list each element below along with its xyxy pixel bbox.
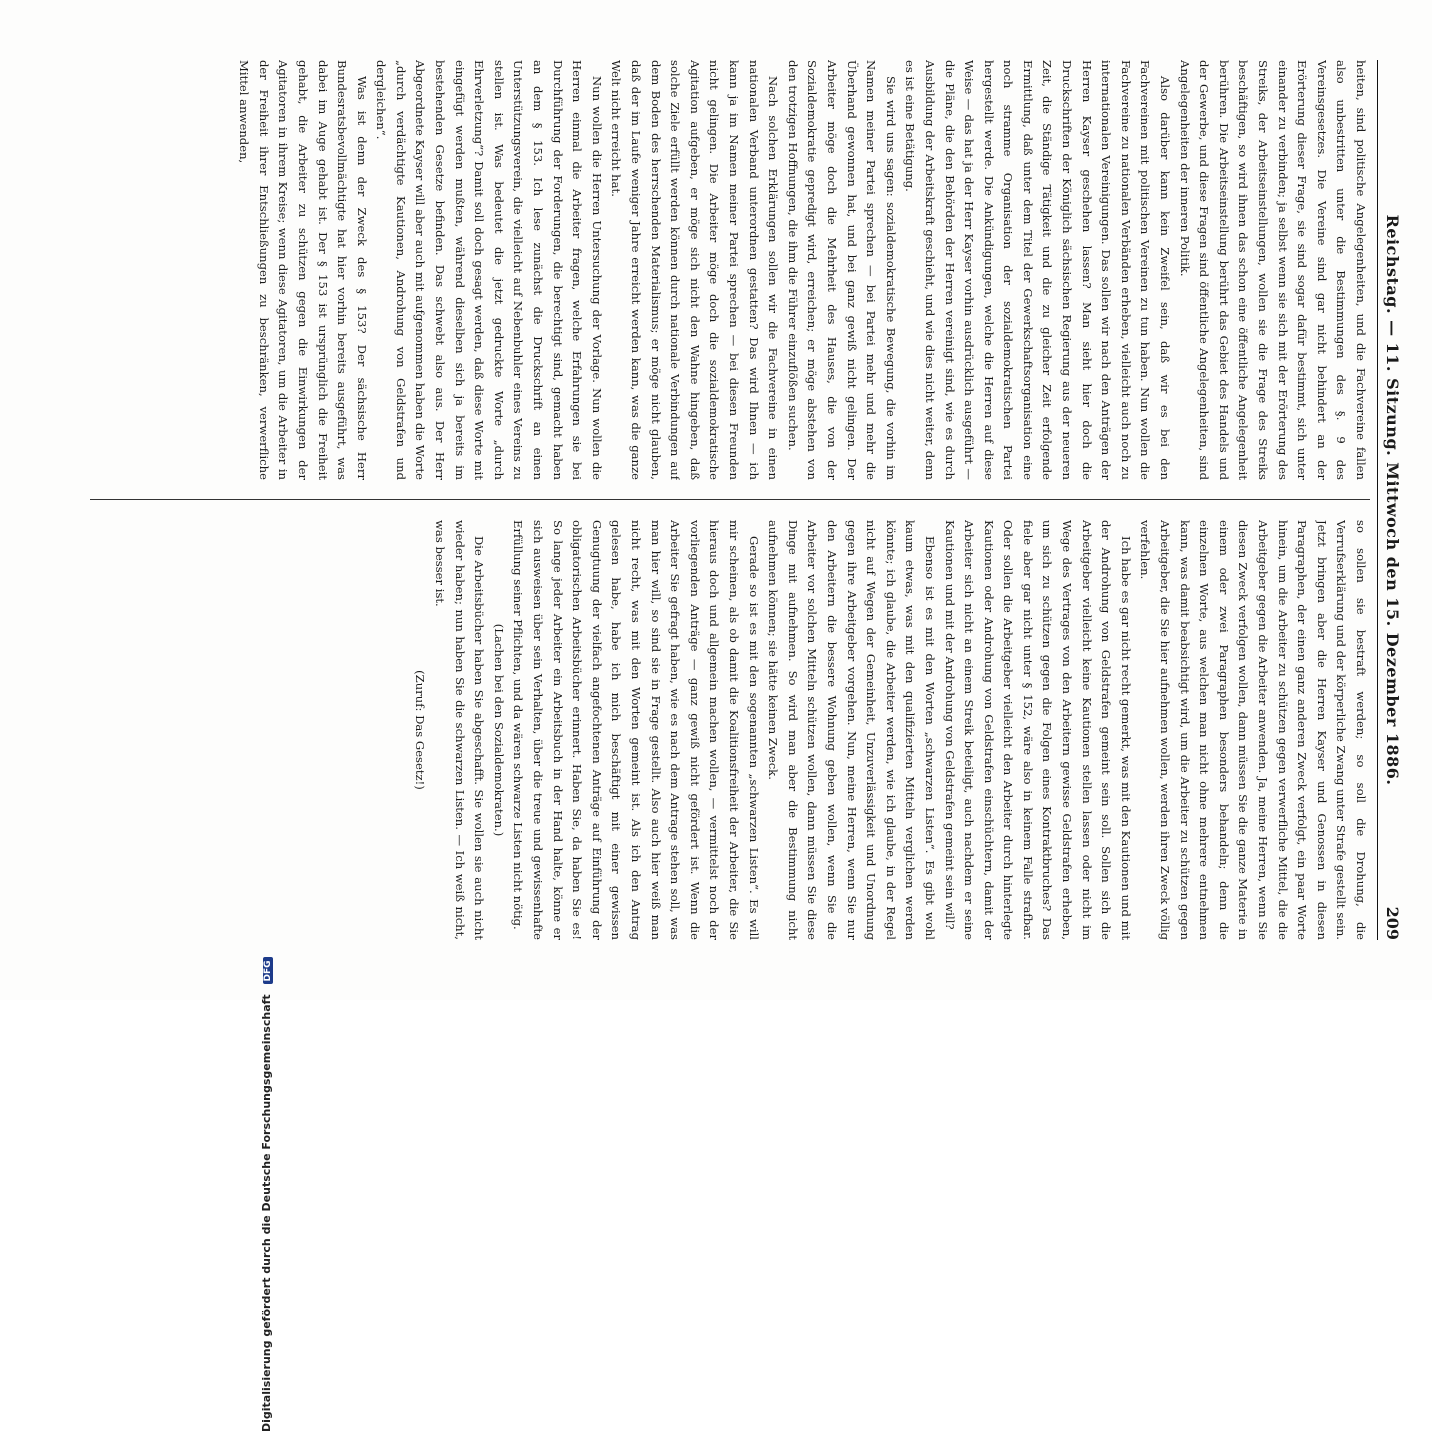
page-header bbox=[1377, 60, 1404, 940]
column-divider bbox=[90, 499, 1370, 500]
paragraph: Ebenso ist es mit den Worten „schwarzen Listen“. Es gibt wohl kaum etwas, was mit den qualifizierten Mitteln verglichen werden könnte; ich glaube, die Arbeiter werden, wie ich glaube, in der Regel nicht auf Wegen der Gemeinheit, Unzuverlässigkeit und Unordnung gegen ihre Arbeitgeber vorgehen. Nun, meine Herren, wenn Sie nur den Arbeitern die bessere Wohnung geben wollen, wenn Sie die Arbeiter vor solchen Mitteln schützen wollen, dann müssen Sie diese Dinge mit aufnehmen. So wird man aber die Bestimmung nicht aufnehmen können; sie hätte keinen Zweck. bbox=[766, 520, 937, 940]
running-head: Reichstag. — 11. Sitzung. Mittwoch den 15. Dezember 1886. bbox=[1383, 214, 1402, 786]
paragraph: (Lachen bei den Sozialdemokraten.) bbox=[491, 623, 506, 837]
paragraph: Nach solchen Erklärungen sollen wir die Fachvereine in einen nationalen Verband unterordnen gestatten? Das wird Ihnen — ich kann ja im Namen meiner Partei sprechen — bei diesen Freunden nicht gelingen. Die Arbeiter möge doch die sozialdemokratische Agitation aufgeben, er möge sich nicht den Wahne hingeben, daß solche Ziele erfüllt werden können durch nationale Verbindungen auf dem Boden des herrschenden Materialismus; er möge nicht glauben, daß der im Laufe weniger Jahre erreicht werden kann, was die ganze Welt nicht erreicht hat. bbox=[609, 60, 781, 480]
paragraph: so sollen sie bestraft werden; so soll die Drohung, die Verrufserklärung und der körperliche Zwang unter Strafe gestellt sein. Jetzt bringen aber die Herren Kayser und Genossen in diesen Paragraphen, der einen ganz anderen Zweck verfolgt, ein paar Worte hinein, um die Arbeiter zu schützen gegen verwerfliche Mittel, die die Arbeitgeber gegen die Arbeiter anwenden. Ja, meine Herren, wenn Sie diesen Zweck verfolgen wollen, dann müssen Sie die ganze Materie in einem oder zwei Paragraphen besonders behandeln; denn die einzelnen Worte, aus welchen man nicht ohne mehrere entnehmen kann, was damit beabsichtigt wird, um die Arbeiter zu schützen gegen Arbeitgeber, die Sie hier aufnehmen wollen, werden ihren Zweck völlig verfehlen. bbox=[1138, 520, 1368, 940]
left-column bbox=[60, 60, 1370, 480]
right-column bbox=[60, 520, 1370, 940]
paragraph: Also darüber kann kein Zweifel sein, daß wir es bei den Fachvereinen mit politischen Vereinen zu tun haben. Nun wollen die Fachvereine zu nationalen Verbänden erheben, vielleicht auch noch zu internationalen Vereinigungen. Das sollen wir nach den Anträgen der Herren Kayser geschehen lassen? Man sieht hier doch die Druckschriften der Königlich sächsischen Regierung aus der neueren Zeit, die Ständige Tätigkeit und die zu gleicher Zeit erfolgende Ermittlung, daß unter dem Titel der Gewerkschaftsorganisation eine noch stramme Organisation der sozialdemokratischen Partei hergestellt werde. Die Ankündigungen, welche die Herren auf diese Weise — das hat ja der Herr Kayser vorhin ausdrücklich ausgeführt — die Pläne, die den Behörden der Herren vereinigt sind, wie es durch Ausbildung der Arbeitskraft geschieht, und wie dies nicht weiter, denn es ist eine Betätigung. bbox=[903, 60, 1173, 480]
paragraph: Ich habe es gar nicht recht gemerkt, was mit den Kautionen und mit der Androhung von Geldstrafen gemeint sein soll. Sollen sich die Arbeitgeber vielleicht keine Kautionen stellen lassen oder nicht im Wege des Vertrages von den Arbeitern gewisse Geldstrafen erheben, um sich zu schützen gegen die Folgen eines Kontraktbruches? Das fiele aber gar nicht unter § 152, wäre also in keinem Falle strafbar. Oder sollen die Arbeitgeber vielleicht den Arbeiter durch hinterlegte Kautionen oder Androhung von Geldstrafen einschüchtern, damit der Arbeiter sich nicht an einem Streik beteiligt, auch nachdem er seine Kautionen und mit der Androhung von Geldstrafen gemeint sein will? bbox=[942, 520, 1133, 940]
paragraph: Nun wollen die Herren Untersuchung der Vorlage. Nun wollen die Herren einmal die Arbeiter fragen, welche Erfahrungen sie bei Durchführung der Forderungen, die berechtigt sind, gemacht haben an dem § 153. Ich lese zunächst die Druckschrift an einen Unterstützungsverein, die vielleicht auf Nebenbuhler eines Vereins zu stellen ist. Was bedeutet die jetzt gedruckte Worte „durch Ehrverletzung“? Damit soll doch gesagt werden, daß diese Worte mit eingefügt werden mußten, während dieselben sich ja bereits im bestehenden Gesetze befinden. Das schwebt also aus. Der Herr Abgeordnete Kayser will aber auch mit aufgenommen haben die Worte „durch verdächtigte Kautionen, Androhung von Geldstrafen und dergleichen“. bbox=[374, 60, 604, 480]
paragraph: Die Arbeitsbücher haben Sie abgeschafft. Sie wollen sie auch nicht wieder haben; nun haben Sie die schwarzen Listen. — Ich weiß nicht, was besser ist. bbox=[433, 520, 487, 940]
dfg-logo: DFG bbox=[263, 957, 273, 984]
paragraph: Sie wird uns sagen: sozialdemokratische Bewegung, die vorhin im Namen meiner Partei sprechen — bei Partei mehr und mehr die Überhand gewonnen hat, und bei ganz gewiß nicht gelingen. Der Arbeiter möge doch die Mehrheit des Hauses, die von der Sozialdemokratie gepredigt wird, erreichen; er möge abstehen von den trotzigen Hoffnungen, die ihm die Führer einzuflößen suchen. bbox=[785, 60, 898, 480]
digitization-footer bbox=[260, 332, 278, 1432]
paragraph: heiten, sind politische Angelegenheiten, und die Fachvereine fallen also unbestritten unter die Bestimmungen des §. 9 des Vereinsgesetzes. Die Vereine sind gar nicht behindert an der Erörterung dieser Frage, sie sind sogar dafür bestimmt, sich unter einander zu verbinden; ja selbst wenn sie sich mit der Erörterung des Streiks, der Arbeitseinstellungen, wollen sie die Frage des Streiks beschäftigen, so wird ihnen das schon eine öffentliche Angelegenheit berühren. Die Arbeitseinstellung berührt das Gebiet des Handels und der Gewerbe, und diese Fragen sind öffentliche Angelegenheiten, sind Angelegenheiten der inneren Politik. bbox=[1177, 60, 1368, 480]
footer-text: Digitalisierung gefördert durch die Deutsche Forschungsgemeinschaft bbox=[260, 994, 273, 1432]
page-number: 209 bbox=[1383, 906, 1402, 940]
paragraph: Gerade so ist es mit den sogenannten „schwarzen Listen“. Es will mir scheinen, als ob damit die Koalitionsfreiheit der Arbeiter, die Sie hieraus doch und allgemein machen wollen, — vermittelst noch der vorliegenden Anträge — ganz gewiß nicht gefördert ist. Wenn die Arbeiter Sie gefragt haben, wie es nach dem Antrage stehen soll, was man hier will, so sind sie in Frage gestellt. Also auch hier weiß man nicht recht, was mit den Worten gemeint ist. Als ich den Antrag gelesen habe, habe ich mich beschäftigt mit einer gewissen Genugtuung der vielfach angefochtenen Anträge auf Einführung der obligatorischen Arbeitsbücher erinnert. Haben Sie, da haben Sie es! So lange jeder Arbeiter ein Arbeitsbuch in der Hand halte, könne er sich ausweisen über sein Verhalten, über die treue und gewissenhafte Erfüllung seiner Pflichten, und da wären schwarze Listen nicht nötig. bbox=[511, 520, 761, 940]
paragraph: Was ist denn der Zweck des § 153? Der sächsische Herr Bundesratsbevollmächtigte hat hier vorhin bereits ausgeführt, was dabei im Auge gehabt ist. Der § 153 ist ursprünglich die Freiheit gehabt, die Arbeiter zu schützen gegen die Einwirkungen der Agitatoren in ihrem Kreise; wenn diese Agitatoren, um die Arbeiter in der Freiheit ihrer Entschließungen zu beschränken, verwerfliche Mittel anwenden, bbox=[237, 60, 369, 480]
paragraph: (Zuruf: Das Gesetz!) bbox=[413, 670, 428, 790]
